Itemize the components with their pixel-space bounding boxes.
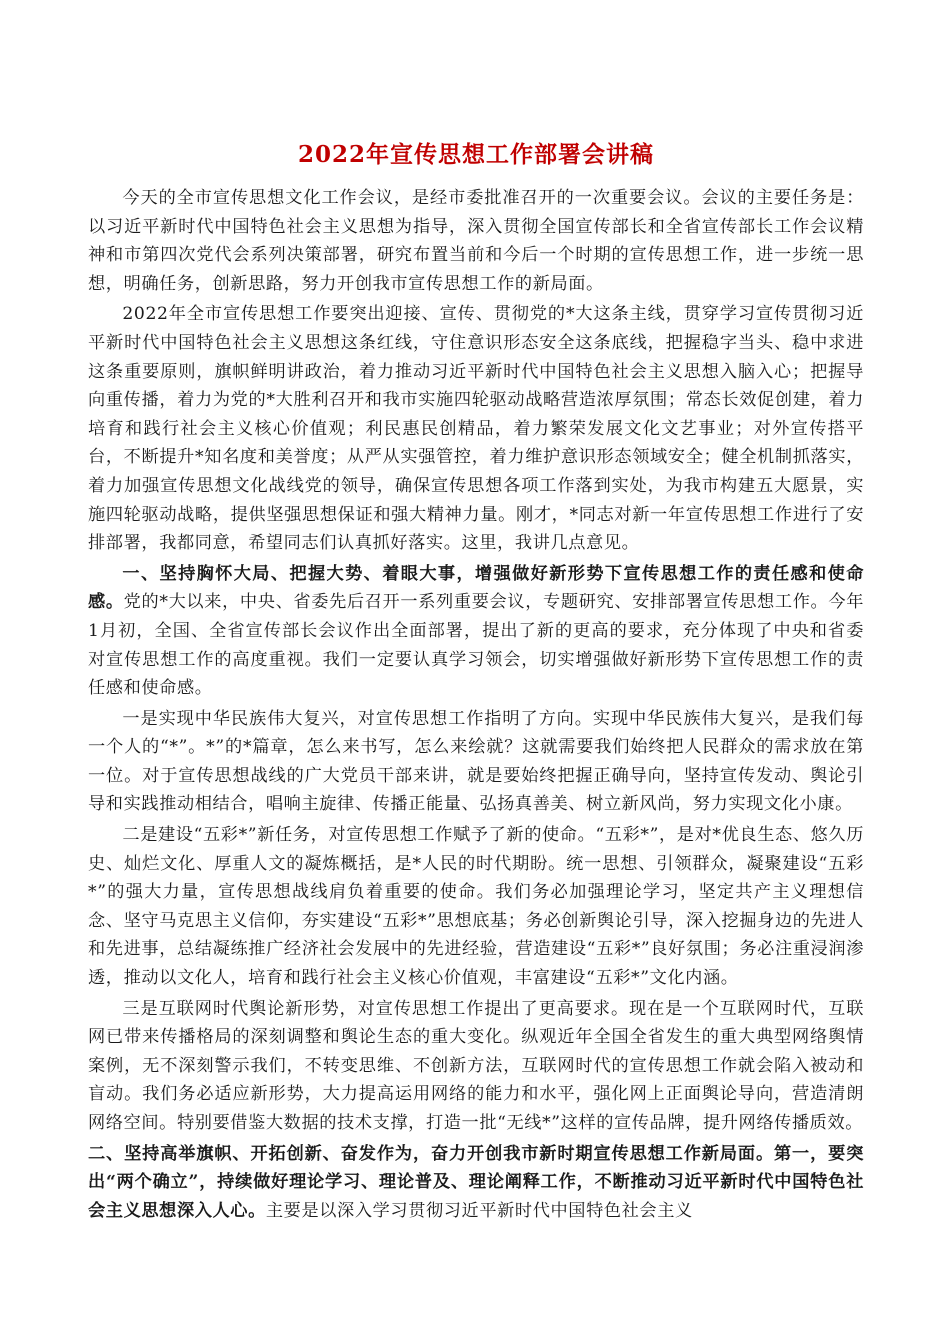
section-heading: 一、坚持胸怀大局、把握大势、着眼大事，增强做好新形势下宣传思想工作的责任感和使命感。 <box>88 563 864 613</box>
paragraph-text: 二是建设“五彩*”新任务，对宣传思想工作赋予了新的使命。“五彩*”，是对*优良生态、悠久历史、灿烂文化、厚重人文的凝炼概括，是*人民的时代期盼。统一思想、引领群众，凝聚建设“五彩*”的强大力量，宣传思想战线肩负着重要的使命。我们务必加强理论学习，坚定共产主义理想信念、坚守马克思主义信仰，夯实建设“五彩*”思想底基；务必创新舆论引导，深入挖掘身边的先进人和先进事，总结凝练推广经济社会发展中的先进经验，营造建设“五彩*”良好氛围；务必注重浸润渗透，推动以文化人，培育和践行社会主义核心价值观，丰富建设“五彩*”文化内涵。 <box>88 825 864 989</box>
paragraph-text: 一是实现中华民族伟大复兴，对宣传思想工作指明了方向。实现中华民族伟大复兴，是我们每一个人的“*”。*”的*篇章，怎么来书写，怎么来绘就？这就需要我们始终把人民群众的需求放在第一位。对于宣传思想战线的广大党员干部来讲，就是要始终把握正确导向，坚持宣传发动、舆论引导和实践推动相结合，唱响主旋律、传播正能量、弘扬真善美、树立新风尚，努力实现文化小康。 <box>88 708 864 815</box>
section-heading: 二、坚持高举旗帜、开拓创新、奋发作为，奋力开创我市新时期宣传思想工作新局面。第一，要突出“两个确立”，持续做好理论学习、理论普及、理论阐释工作，不断推动习近平新时代中国特色社会主义思想深入人心。 <box>88 1143 864 1221</box>
paragraph-point-three <box>88 995 864 1138</box>
paragraph-intro <box>88 184 864 298</box>
paragraph-section-one <box>88 560 864 703</box>
paragraph-text: 三是互联网时代舆论新形势，对宣传思想工作提出了更高要求。现在是一个互联网时代，互联网已带来传播格局的深刻调整和舆论生态的重大变化。纵观近年全国全省发生的重大典型网络舆情案例，无不深刻警示我们，不转变思维、不创新方法，互联网时代的宣传思想工作就会陷入被动和盲动。我们务必适应新形势，大力提高运用网络的能力和水平，强化网上正面舆论导向，营造清朗网络空间。特别要借鉴大数据的技术支撑，打造一批“无线*”这样的宣传品牌，提升网络传播质效。 <box>88 998 864 1133</box>
paragraph-text: 党的*大以来，中央、省委先后召开一系列重要会议，专题研究、安排部署宣传思想工作。今年1月初，全国、全省宣传部长会议作出全面部署，提出了新的更高的要求，充分体现了中央和省委对宣传思想工作的高度重视。我们一定要认真学习领会，切实增强做好新形势下宣传思想工作的责任感和使命感。 <box>88 592 864 699</box>
paragraph-section-two <box>88 1140 864 1226</box>
document-title: 2022年宣传思想工作部署会讲稿 <box>297 141 654 168</box>
paragraph-text: 2022年全市宣传思想工作要突出迎接、宣传、贯彻党的*大这条主线，贯穿学习宣传贯彻习近平新时代中国特色社会主义思想这条红线，守住意识形态安全这条底线，把握稳字当头、稳中求进这条重要原则，旗帜鲜明讲政治，着力推动习近平新时代中国特色社会主义思想入脑入心；把握导向重传播，着力为党的*大胜利召开和我市实施四轮驱动战略营造浓厚氛围；常态长效促创建，着力培育和践行社会主义核心价值观；利民惠民创精品，着力繁荣发展文化文艺事业；对外宣传搭平台，不断提升*知名度和美誉度；从严从实强管控，着力维护意识形态领域安全；健全机制抓落实，着力加强宣传思想文化战线党的领导，确保宣传思想各项工作落到实处，为我市构建五大愿景，实施四轮驱动战略，提供坚强思想保证和强大精神力量。刚才，*同志对新一年宣传思想工作进行了安排部署，我都同意，希望同志们认真抓好落实。这里，我讲几点意见。 <box>88 304 864 554</box>
paragraph-point-two <box>88 821 864 993</box>
paragraph-text: 主要是以深入学习贯彻习近平新时代中国特色社会主义 <box>265 1200 693 1221</box>
paragraph-text: 今天的全市宣传思想文化工作会议，是经市委批准召开的一次重要会议。会议的主要任务是：以习近平新时代中国特色社会主义思想为指导，深入贯彻全国宣传部长和全省宣传部长工作会议精神和市第四次党代会系列决策部署，研究布置当前和今后一个时期的宣传思想工作，进一步统一思想，明确任务，创新思路，努力开创我市宣传思想工作的新局面。 <box>88 188 864 294</box>
paragraph-overview <box>88 300 864 557</box>
paragraph-point-one <box>88 705 864 819</box>
document-page <box>88 138 864 1227</box>
